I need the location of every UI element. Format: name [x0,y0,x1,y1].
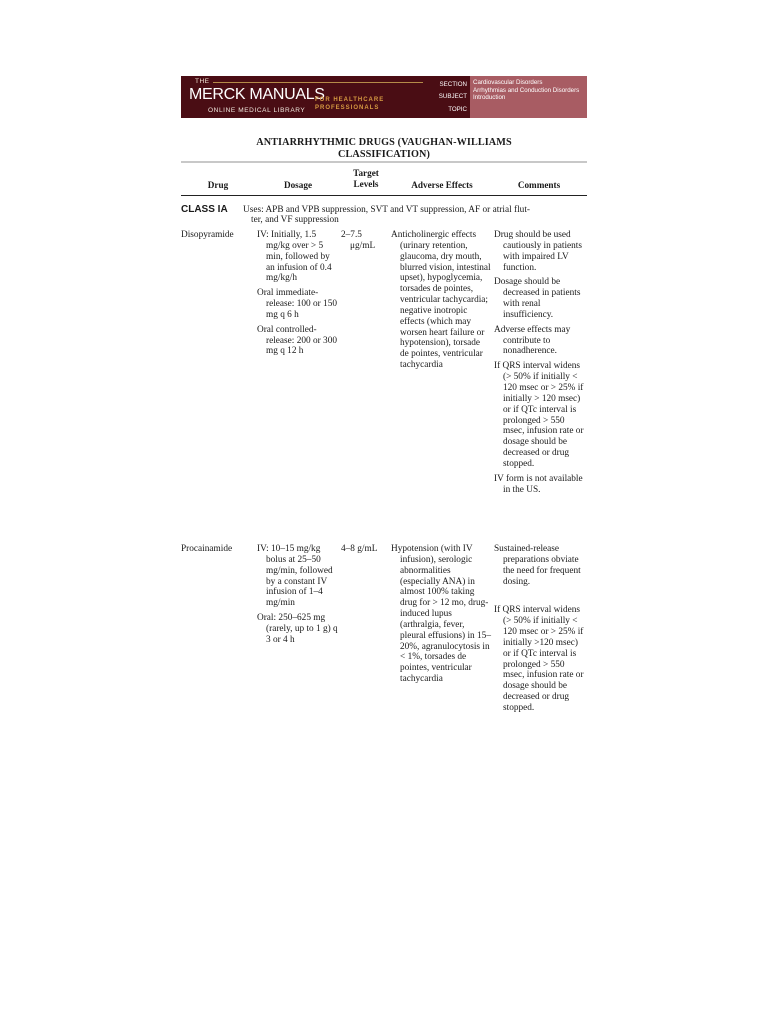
dosage-item: IV: Initially, 1.5 mg/kg over > 5 min, followed by an infusion of 0.4 mg/kg/h [257,230,332,284]
dosage-item: IV: 10–15 mg/kg bolus at 25–50 mg/min, followed by a constant IV infusion of 1–4 mg/min [257,544,333,609]
col-header-levels [342,168,390,190]
meta-value-subject[interactable]: Arrhythmias and Conduction Disorders [473,86,580,94]
dosage-item: Oral controlled-release: 200 or 300 mg q 12 h [257,324,337,357]
table-title [181,137,587,160]
levels-disopyramide [341,230,389,256]
table-title-line-2: CLASSIFICATION) [338,148,430,160]
comment-item: Sustained-release preparations obviate the need for frequent dosing. [494,544,581,587]
col-header-drug: Drug [207,180,229,190]
levels-value: 4–8 g/mL [341,544,378,554]
meta-key-topic: TOPIC [448,106,467,114]
logo-library-label: ONLINE MEDICAL LIBRARY [208,107,306,114]
meta-key-subject: SUBJECT [438,93,467,101]
meta-keys [432,76,470,118]
adverse-text: Hypotension (with IV infusion), serologic abnormalities (especially ANA) in almost 100% taking drug for > 12 mo, drug-induced lupus (arthralgia, fever, pleural effusions) in 15–20%, agranulocytosis in < 1%, torsades de pointes, ventricular tachycardia [391,544,491,685]
class-uses-line-1: Uses: APB and VPB suppression, SVT and VT suppression, AF or atrial flut- [243,205,531,215]
col-header-dosage: Dosage [283,180,313,190]
meta-values [470,76,587,118]
logo-the-label: THE [195,78,210,85]
audience-line-2: PROFESSIONALS [315,105,380,111]
comment-item: Dosage should be decreased in patients with renal insufficiency. [494,277,581,320]
logo-divider [213,82,423,83]
header-rule [181,195,587,196]
col-header-adverse: Adverse Effects [411,180,473,190]
class-uses-line-2: ter, and VF suppression [251,215,339,226]
comments-procainamide [494,544,586,718]
comment-item: Drug should be used cautiously in patients with impaired LV function. [494,230,583,273]
drug-name-procainamide: Procainamide [181,544,233,554]
logo-audience [315,96,384,112]
adverse-text: Anticholinergic effects (urinary retention, glaucoma, dry mouth, blurred vision, intestinal upset), hypoglycemia, torsades de pointes, ventricular tachycardia; negative inotropic effects (which may worsen heart failure or hypotension), torsade de pointes, ventricular tachycardia [391,230,491,371]
merck-header-banner [181,76,587,118]
meta-value-topic[interactable]: Introduction [473,94,506,102]
logo-title: MERCK MANUALS [189,86,325,103]
comment-item: If QRS interval widens (> 50% if initially < 120 msec or > 25% if initially > 120 msec) or if QTc interval is prolonged > 550 msec, infusion rate or dosage should be decreased or drug stopped. [494,361,584,469]
meta-key-section: SECTION [439,80,467,88]
table-title-line-1: ANTIARRHYTHMIC DRUGS (VAUGHAN-WILLIAMS [256,137,512,148]
meta-value-section[interactable]: Cardiovascular Disorders [473,79,543,86]
merck-logo[interactable] [181,76,432,118]
class-label: CLASS IA [181,204,228,215]
title-rule [181,161,587,163]
comment-item: Adverse effects may contribute to nonadherence. [494,324,571,357]
col-header-levels-line-2: Levels [353,179,379,189]
adverse-procainamide [391,544,491,689]
dosage-item: Oral immediate-release: 100 or 150 mg q 6 h [257,288,337,320]
drug-name-disopyramide: Disopyramide [181,230,234,240]
dosage-procainamide [257,544,339,650]
col-header-comments: Comments [517,180,561,190]
class-uses [243,205,587,226]
comment-item: If QRS interval widens (> 50% if initially < 120 msec or > 25% if initially >120 msec) or if QTc interval is prolonged > 550 msec, infusion rate or dosage should be decreased or drug stopped. [494,605,584,713]
comment-item: IV form is not available in the US. [494,473,583,495]
levels-procainamide [341,544,389,559]
adverse-disopyramide [391,230,491,375]
audience-line-1: FOR HEALTHCARE [315,97,385,103]
levels-value: 2–7.5 μg/mL [341,230,376,251]
dosage-item: Oral: 250–625 mg (rarely, up to 1 g) q 3 or 4 h [257,613,338,645]
dosage-disopyramide [257,230,339,361]
col-header-levels-line-1: Target [353,168,379,178]
comments-disopyramide [494,230,586,499]
